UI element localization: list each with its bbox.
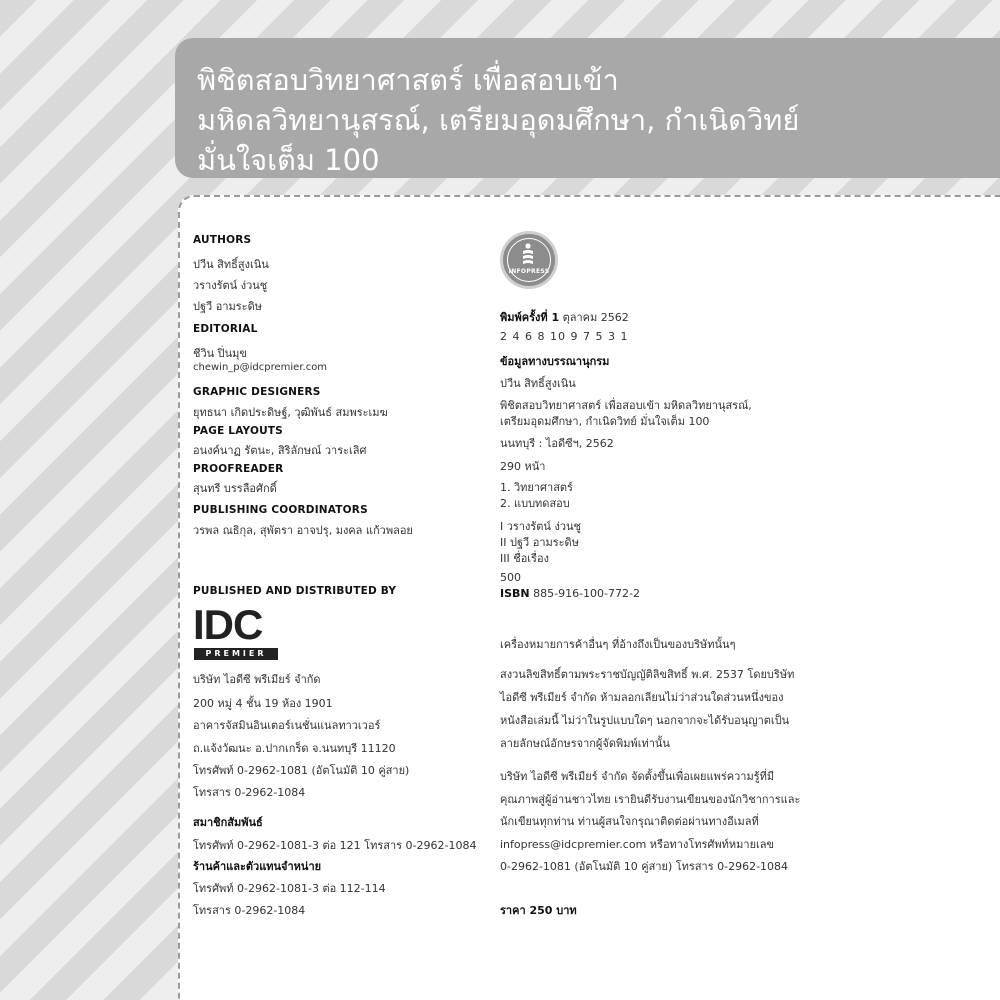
infopress-logo-text: INFOPRESS xyxy=(508,268,550,275)
subject-2: 2. แบบทดสอบ xyxy=(500,497,570,510)
author-1: ปวีน สิทธิ์สูงเนิน xyxy=(193,258,269,271)
authors-heading: AUTHORS xyxy=(193,234,252,246)
author-2: วรางรัตน์ ง่วนชู xyxy=(193,279,268,292)
about-line-1: บริษัท ไอดีซี พรีเมียร์ จำกัด จัดตั้งขึ้นเพื่อเผยแพร่ความรู้ที่มี xyxy=(500,770,775,783)
infopress-logo xyxy=(500,231,558,289)
price: ราคา 250 บาท xyxy=(500,904,577,917)
isbn-label: ISBN xyxy=(500,587,530,600)
copyright-line-4: ลายลักษณ์อักษรจากผู้จัดพิมพ์เท่านั้น xyxy=(500,737,670,750)
edition-date: ตุลาคม 2562 xyxy=(562,311,629,324)
about-line-4: infopress@idcpremier.com หรือทางโทรศัพท์หมายเลข xyxy=(500,838,775,851)
isbn-value: 885-916-100-772-2 xyxy=(533,587,640,600)
copyright-line-2: ไอดีซี พรีเมียร์ จำกัด ห้ามลอกเลียนไม่ว่าส่วนใดส่วนหนึ่งของ xyxy=(500,691,784,704)
subject-1: 1. วิทยาศาสตร์ xyxy=(500,481,573,494)
catalog-publication: นนทบุรี : ไอดีซีฯ, 2562 xyxy=(500,437,614,450)
coordinators-heading: PUBLISHING COORDINATORS xyxy=(193,504,368,516)
idc-premier-logo xyxy=(193,601,283,665)
editorial-heading: EDITORIAL xyxy=(193,323,258,335)
graphic-designers-heading: GRAPHIC DESIGNERS xyxy=(193,386,321,398)
about-line-3: นักเขียนทุกท่าน ท่านผู้สนใจกรุณาติดต่อผ่านทางอีเมลที่ xyxy=(500,815,759,828)
publisher-address-2: อาคารจัสมินอินเตอร์เนชั่นแนลทาวเวอร์ xyxy=(193,719,381,732)
title-line-3: มั่นใจเต็ม 100 xyxy=(197,143,380,177)
catalog-author: ปวีน สิทธิ์สูงเนิน xyxy=(500,377,576,390)
title-banner xyxy=(175,38,1000,178)
publisher-fax: โทรสาร 0-2962-1084 xyxy=(193,786,306,799)
proofreader-heading: PROOFREADER xyxy=(193,463,284,475)
dealers-phone: โทรศัพท์ 0-2962-1081-3 ต่อ 112-114 xyxy=(193,882,386,895)
editor-email: chewin_p@idcpremier.com xyxy=(193,362,328,373)
publisher-address-3: ถ.แจ้งวัฒนะ อ.ปากเกร็ด จ.นนทบุรี 11120 xyxy=(193,742,396,755)
copyright-line-1: สงวนลิขสิทธิ์ตามพระราชบัญญัติลิขสิทธิ์ พ.ศ. 2537 โดยบริษัท xyxy=(500,668,795,681)
catalog-title-1: พิชิตสอบวิทยาศาสตร์ เพื่อสอบเข้า มหิดลวิทยานุสรณ์, xyxy=(500,399,752,412)
page-layouts-heading: PAGE LAYOUTS xyxy=(193,425,283,437)
added-entry-3: III ชื่อเรื่อง xyxy=(500,552,549,565)
added-entry-2: II ปฐวี อามระดิษ xyxy=(500,536,579,549)
author-3: ปฐวี อามระดิษ xyxy=(193,300,262,313)
published-by-heading: PUBLISHED AND DISTRIBUTED BY xyxy=(193,585,397,597)
edition-label: พิมพ์ครั้งที่ 1 xyxy=(500,311,560,324)
trademark-notice: เครื่องหมายการค้าอื่นๆ ที่อ้างถึงเป็นของบริษัทนั้นๆ xyxy=(500,638,736,651)
publisher-company: บริษัท ไอดีซี พรีเมียร์ จำกัด xyxy=(193,673,321,686)
publisher-phone: โทรศัพท์ 0-2962-1081 (อัตโนมัติ 10 คู่สาย) xyxy=(193,764,410,777)
dealers-heading: ร้านค้าและตัวแทนจำหน่าย xyxy=(193,860,322,873)
infopress-mark-icon xyxy=(521,243,535,269)
publisher-address-1: 200 หมู่ 4 ชั้น 19 ห้อง 1901 xyxy=(193,697,333,710)
about-line-5: 0-2962-1081 (อัตโนมัติ 10 คู่สาย) โทรสาร 0-2962-1084 xyxy=(500,860,789,873)
page-layouts-names: อนงค์นาฏ รัตนะ, สิริลักษณ์ วาระเลิศ xyxy=(193,444,367,457)
title-line-2: มหิดลวิทยานุสรณ์, เตรียมอุดมศึกษา, กำเนิดวิทย์ xyxy=(197,103,800,137)
catalog-pages: 290 หน้า xyxy=(500,460,546,473)
title-line-1: พิชิตสอบวิทยาศาสตร์ เพื่อสอบเข้า xyxy=(197,63,619,97)
about-line-2: คุณภาพสู่ผู้อ่านชาวไทย เรายินดีรับงานเขียนของนักวิชาการและ xyxy=(500,793,801,806)
print-run: 2 4 6 8 10 9 7 5 3 1 xyxy=(500,330,629,343)
class-number: 500 xyxy=(500,571,521,584)
members-contact: โทรศัพท์ 0-2962-1081-3 ต่อ 121 โทรสาร 0-2962-1084 xyxy=(193,839,477,852)
graphic-designers-names: ยุทธนา เกิดประดิษฐ์, วุฒิพันธ์ สมพระเมฆ xyxy=(193,406,388,419)
proofreader-name: สุนทรี บรรลือศักดิ์ xyxy=(193,482,277,495)
copyright-line-3: หนังสือเล่มนี้ ไม่ว่าในรูปแบบใดๆ นอกจากจะได้รับอนุญาตเป็น xyxy=(500,714,790,727)
added-entry-1: I วรางรัตน์ ง่วนชู xyxy=(500,520,581,533)
coordinators-names: วรพล ณธิกุล, สุพัตรา อาจปรุ, มงคล แก้วพลอย xyxy=(193,524,413,537)
catalog-title-2: เตรียมอุดมศึกษา, กำเนิดวิทย์ มั่นใจเต็ม 100 xyxy=(500,415,710,428)
catalog-heading: ข้อมูลทางบรรณานุกรม xyxy=(500,355,610,368)
idc-logo-subtext: PREMIER xyxy=(194,648,278,660)
idc-logo-text: IDC xyxy=(193,601,263,648)
dealers-fax: โทรสาร 0-2962-1084 xyxy=(193,904,306,917)
editor-name: ชีวิน ปิ่นมุข xyxy=(193,347,247,360)
members-heading: สมาชิกสัมพันธ์ xyxy=(193,816,263,829)
